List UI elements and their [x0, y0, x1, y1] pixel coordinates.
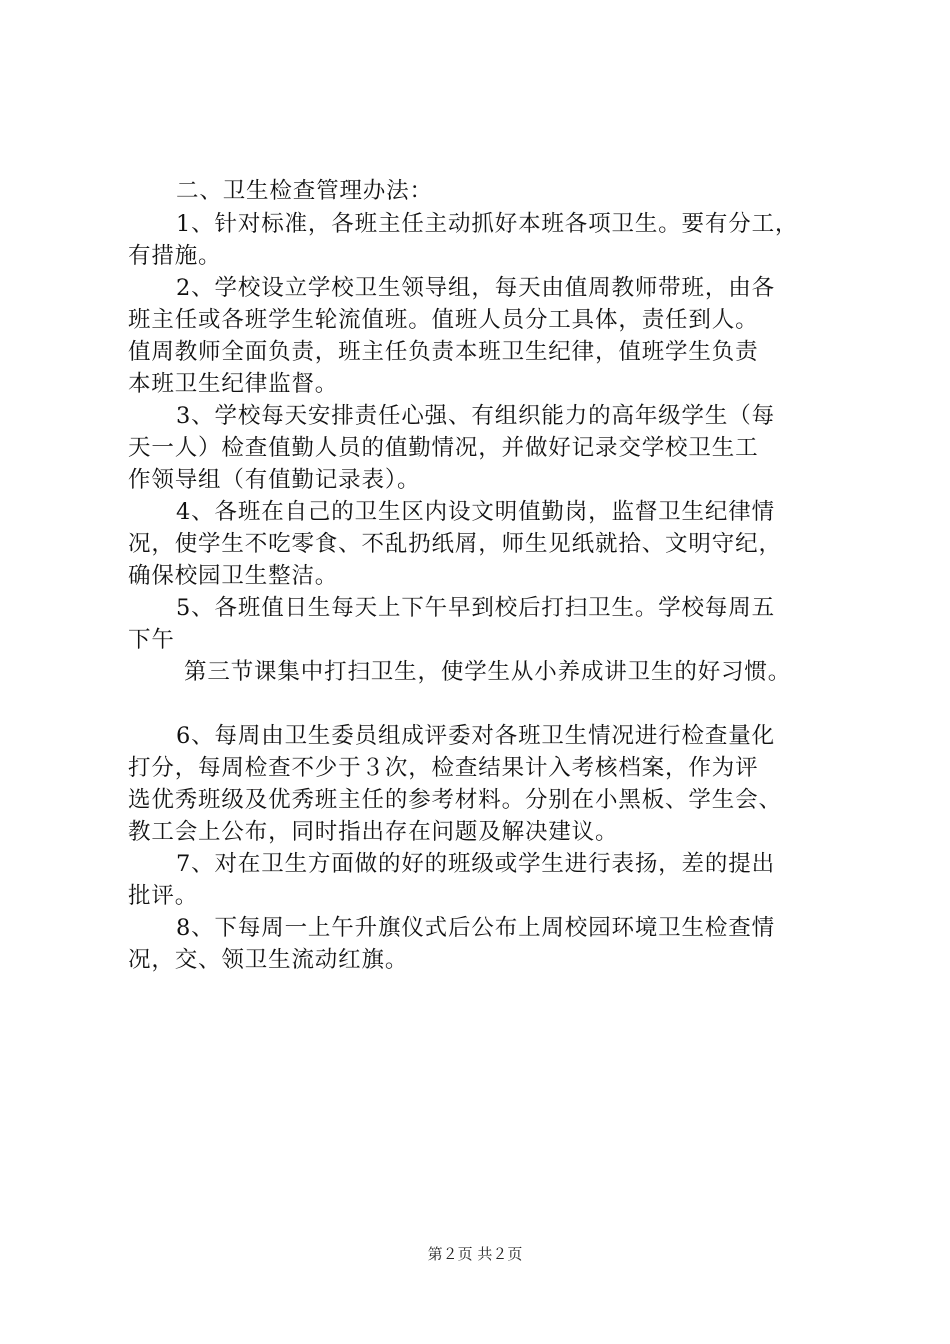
paragraph-line: 7、对在卫生方面做的好的班级或学生进行表扬，差的提出	[176, 851, 775, 877]
paragraph-line: 3、学校每天安排责任心强、有组织能力的高年级学生（每	[176, 403, 775, 429]
paragraph-line: 2、学校设立学校卫生领导组，每天由值周教师带班，由各	[176, 275, 775, 301]
paragraph-line: 作领导组（有值勤记录表）。	[128, 467, 421, 493]
paragraph-line: 6、每周由卫生委员组成评委对各班卫生情况进行检查量化	[176, 723, 775, 749]
paragraph-line: 有措施。	[128, 243, 222, 269]
page-number: 第２页 共２页	[427, 1245, 523, 1263]
paragraph-line: 班主任或各班学生轮流值班。值班人员分工具体，责任到人。	[128, 307, 759, 333]
paragraph-line: 第三节课集中打扫卫生，使学生从小养成讲卫生的好习惯。	[184, 659, 792, 685]
paragraph-line: 选优秀班级及优秀班主任的参考材料。分别在小黑板、学生会、	[128, 787, 782, 813]
paragraph-line: 值周教师全面负责，班主任负责本班卫生纪律，值班学生负责	[128, 339, 759, 365]
paragraph-line: 况，交、领卫生流动红旗。	[128, 947, 409, 973]
paragraph-line: 4、各班在自己的卫生区内设文明值勤岗，监督卫生纪律情	[176, 499, 775, 525]
paragraph-line: 8、下每周一上午升旗仪式后公布上周校园环境卫生检查情	[176, 915, 775, 941]
paragraph-line: 教工会上公布，同时指出存在问题及解决建议。	[128, 819, 619, 845]
paragraph-line: 况，使学生不吃零食、不乱扔纸屑，师生见纸就拾、文明守纪，	[128, 531, 782, 557]
paragraph-line: 下午	[128, 627, 175, 653]
section-heading: 二、卫生检查管理办法：	[176, 178, 433, 204]
paragraph-line: 本班卫生纪律监督。	[128, 371, 339, 397]
paragraph-line: 天一人）检查值勤人员的值勤情况，并做好记录交学校卫生工	[128, 435, 759, 461]
paragraph-line: 5、各班值日生每天上下午早到校后打扫卫生。学校每周五	[176, 595, 775, 621]
paragraph-line: 批评。	[128, 883, 199, 909]
paragraph-line: 1、针对标准，各班主任主动抓好本班各项卫生。要有分工，	[176, 211, 799, 237]
paragraph-line: 打分，每周检查不少于３次，检查结果计入考核档案，作为评	[128, 755, 759, 781]
paragraph-line: 确保校园卫生整洁。	[128, 563, 339, 589]
